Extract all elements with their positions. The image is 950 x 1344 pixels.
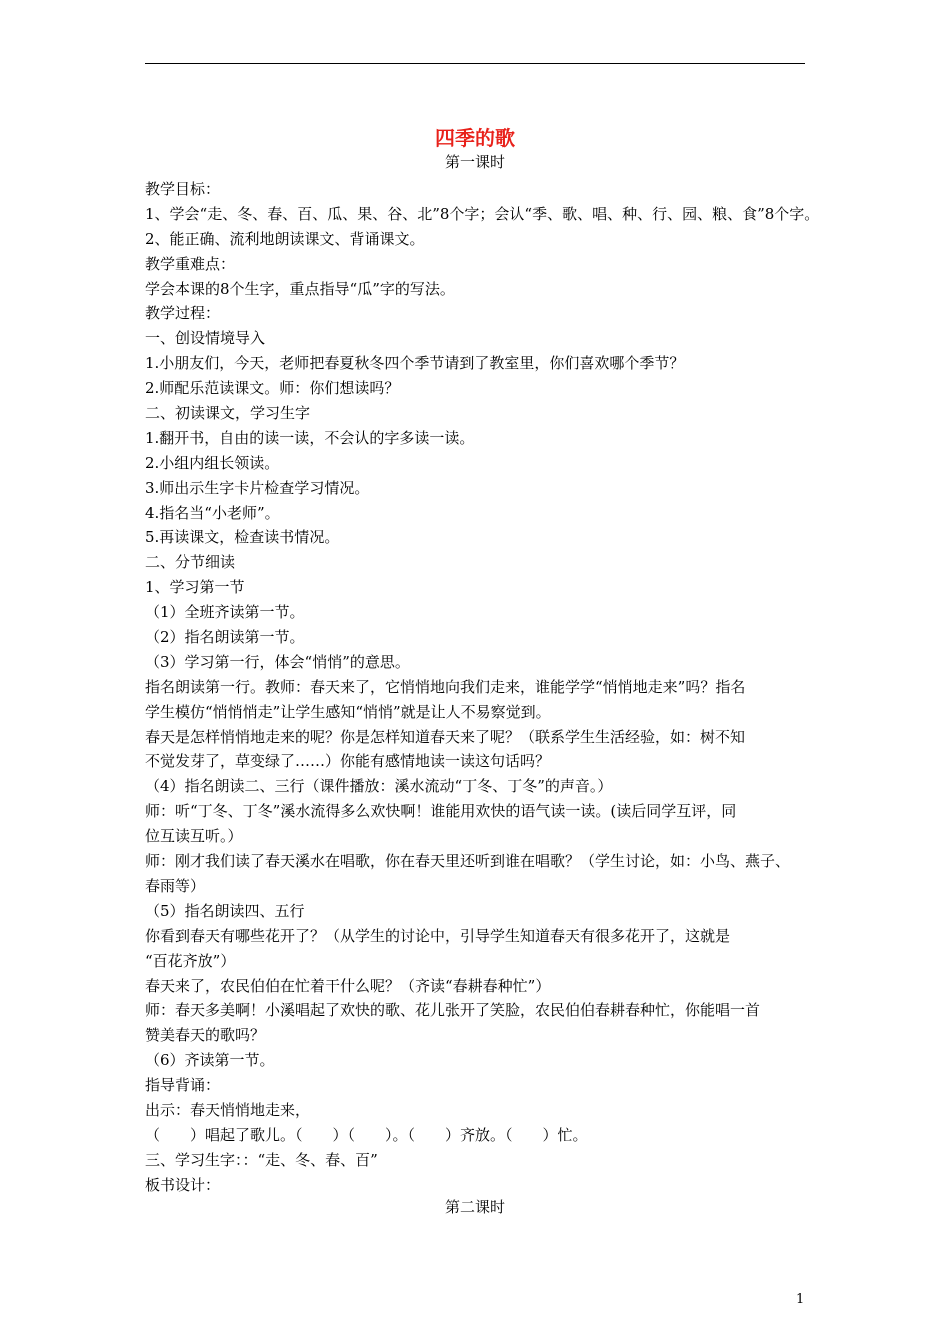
text-line: 学生模仿“悄悄悄走”让学生感知“悄悄”就是让人不易察觉到。 [145, 702, 551, 721]
text-line: （6）齐读第一节。 [145, 1051, 275, 1070]
lesson-plan-body [145, 177, 820, 1198]
text-line: 1、学习第一节 [145, 578, 245, 597]
text-line: 你看到春天有哪些花开了？（从学生的讨论中，引导学生知道春天有很多花开了，这就是 [145, 926, 731, 945]
text-line: （5）指名朗读四、五行 [145, 901, 305, 920]
text-line: （3）学习第一行，体会“悄悄”的意思。 [145, 652, 410, 671]
text-line: 3.师出示生字卡片检查学习情况。 [145, 478, 370, 497]
text-line: 出示：春天悄悄地走来， [145, 1100, 311, 1119]
text-line: 春天来了，农民伯伯在忙着干什么呢？（齐读“春耕春种忙”） [145, 976, 551, 995]
text-line: 师：听“丁冬、丁冬”溪水流得多么欢快啊！谁能用欢快的语气读一读。(读后同学互评，同 [145, 802, 737, 821]
text-line: 赞美春天的歌吗？ [145, 1026, 266, 1045]
text-line: 一、创设情境导入 [145, 329, 266, 348]
text-line: （ ）唱起了歌儿。（ ）（ ）。（ ）齐放。（ ）忙。 [145, 1125, 588, 1144]
second-lesson-heading: 第二课时 [444, 1198, 505, 1216]
text-line: 师：春天多美啊！小溪唱起了欢快的歌、花儿张开了笑脸，农民伯伯春耕春种忙，你能唱一首 [145, 1001, 761, 1020]
text-line: 不觉发芽了，草变绿了……）你能有感情地读一读这句话吗？ [145, 752, 551, 771]
text-line: （2）指名朗读第一节。 [145, 628, 305, 647]
text-line: 春天是怎样悄悄地走来的呢？你是怎样知道春天来了呢？（联系学生生活经验，如：树不知 [145, 727, 746, 746]
text-line: （1）全班齐读第一节。 [145, 603, 305, 622]
page-number: 1 [796, 1292, 805, 1307]
text-line: （4）指名朗读二、三行（课件播放：溪水流动“丁冬、丁冬”的声音。） [145, 777, 613, 796]
header-rule [145, 63, 805, 64]
text-line: 二、初读课文，学习生字 [145, 404, 311, 423]
text-line: 2.师配乐范读课文。师：你们想读吗？ [145, 379, 400, 398]
text-line: “百花齐放”） [145, 951, 236, 970]
text-line: 春雨等） [145, 876, 206, 895]
text-line: 4.指名当“小老师”。 [145, 503, 280, 522]
page-title: 四季的歌 [435, 126, 515, 150]
text-line: 1、学会“走、冬、春、百、瓜、果、谷、北”8个字；会认“季、歌、唱、种、行、园、粮、食”8个字。 [145, 204, 820, 223]
text-line: 1.小朋友们，今天，老师把春夏秋冬四个季节请到了教室里，你们喜欢哪个季节？ [145, 354, 685, 373]
text-line: 指导背诵： [145, 1076, 221, 1095]
text-line: 三、学习生字：：“走、冬、春、百” [145, 1150, 378, 1169]
lesson-subtitle: 第一课时 [444, 153, 505, 171]
text-line: 指名朗读第一行。教师：春天来了，它悄悄地向我们走来，谁能学学“悄悄地走来”吗？指名 [145, 677, 746, 696]
text-line: 位互读互听。） [145, 827, 243, 846]
text-line: 教学重难点： [145, 254, 236, 273]
text-line: 师：刚才我们读了春天溪水在唱歌，你在春天里还听到谁在唱歌？（学生讨论，如：小鸟、燕子、 [145, 852, 791, 871]
text-line: 教学过程： [145, 304, 221, 323]
text-line: 教学目标： [145, 180, 221, 198]
text-line: 学会本课的8个生字，重点指导“瓜”字的写法。 [145, 279, 455, 298]
text-line: 2.小组内组长领读。 [145, 453, 280, 472]
text-line: 板书设计： [145, 1175, 221, 1194]
text-line: 5.再读课文，检查读书情况。 [145, 528, 340, 547]
text-line: 二、分节细读 [145, 553, 236, 572]
text-line: 1.翻开书，自由的读一读，不会认的字多读一读。 [145, 428, 475, 447]
text-line: 2、能正确、流利地朗读课文、背诵课文。 [145, 229, 425, 248]
